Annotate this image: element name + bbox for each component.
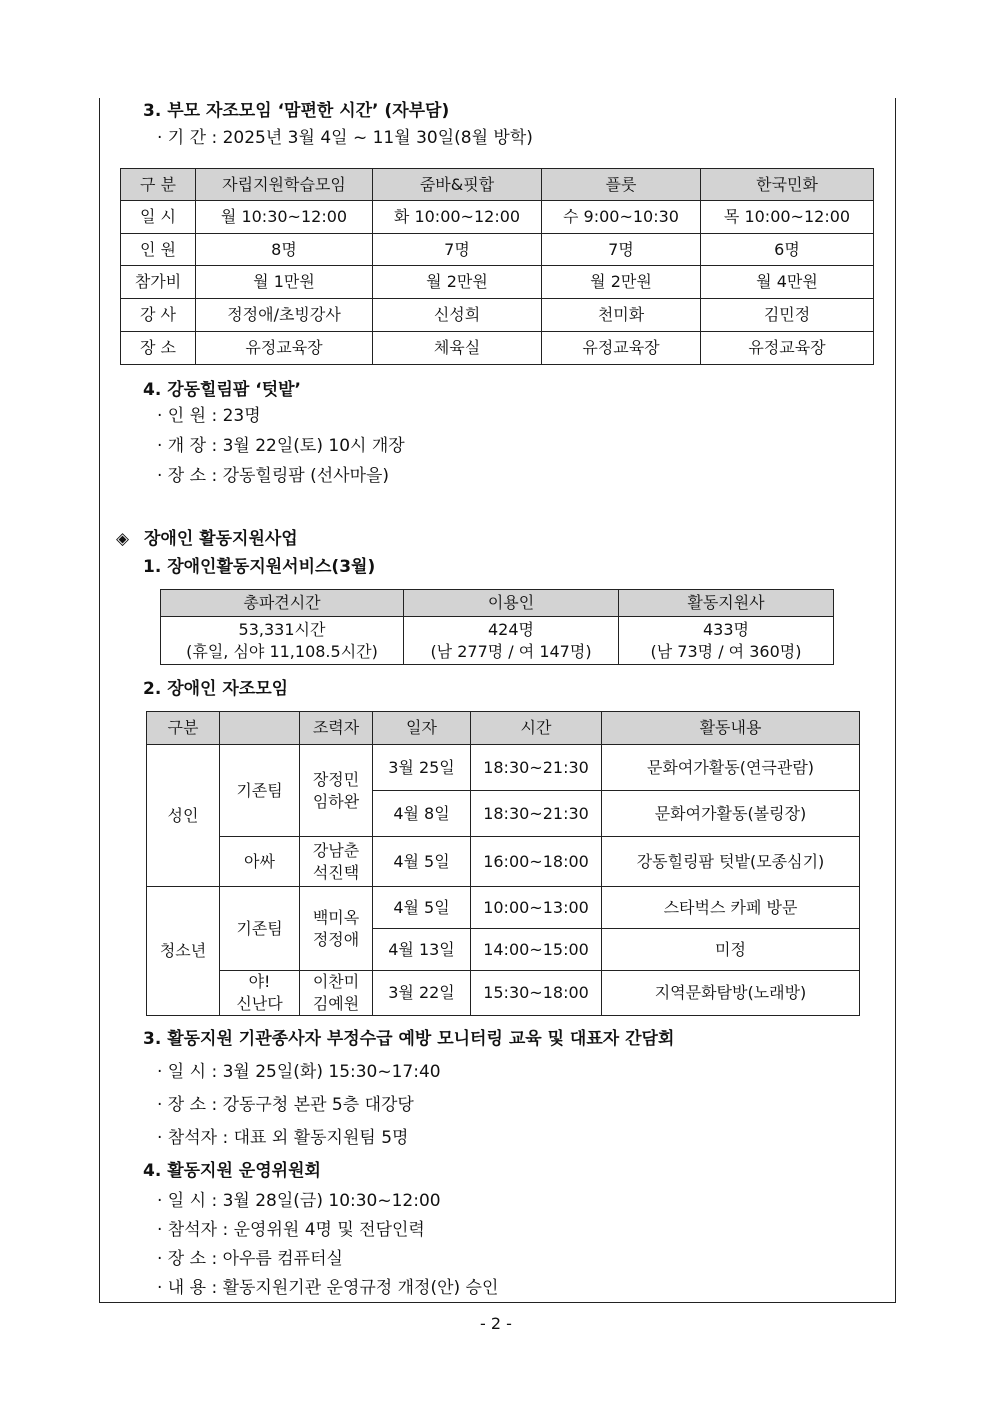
- cell-line: 433명: [703, 619, 749, 639]
- subsection-title-monitoring: 3. 활동지원 기관종사자 부정수급 예방 모니터링 교육 및 대표자 간담회: [143, 1029, 675, 1049]
- activity-cell: 문화여가활동(볼링장): [602, 791, 860, 837]
- subsection-title-selfhelp: 2. 장애인 자조모임: [143, 679, 289, 699]
- time-cell: 18:30~21:30: [471, 745, 602, 791]
- table-header-cell: 조력자: [300, 712, 373, 745]
- table-cell: 수 9:00~10:30: [542, 201, 701, 234]
- helper-name: 이찬미: [312, 972, 360, 991]
- cell-line: (남 73명 / 여 360명): [650, 641, 802, 661]
- diamond-bullet-icon: ◈: [116, 529, 130, 549]
- table-cell: 6명: [701, 234, 874, 266]
- helpers-cell: [300, 837, 373, 887]
- table-cell: 신성희: [373, 299, 542, 332]
- time-cell: 15:30~18:00: [471, 971, 602, 1016]
- helper-name: 임하완: [312, 791, 360, 811]
- date-cell: 4월 5일: [373, 887, 471, 929]
- list-item: · 인 원 : 23명: [157, 406, 261, 426]
- table-header-cell: 줌바&핏합: [373, 169, 542, 201]
- list-item: · 개 장 : 3월 22일(토) 10시 개장: [157, 436, 405, 456]
- table-header-cell: 총파견시간: [161, 590, 404, 617]
- table-cell: 월 2만원: [542, 266, 701, 299]
- table-cell: [619, 617, 834, 665]
- team-name: [220, 971, 300, 1016]
- activity-cell: 문화여가활동(연극관람): [602, 745, 860, 791]
- time-cell: 10:00~13:00: [471, 887, 602, 929]
- main-section-title: 장애인 활동지원사업: [144, 529, 298, 549]
- helper-name: 석진택: [312, 862, 360, 882]
- table-cell: 김민정: [701, 299, 874, 332]
- table-header-cell: 이용인: [404, 590, 619, 617]
- table-row: [121, 201, 874, 234]
- table-header-cell: 활동지원사: [619, 590, 834, 617]
- row-label: 장 소: [121, 332, 196, 365]
- table-header-cell: 플룻: [542, 169, 701, 201]
- table-cell: 정정애/초빙강사: [196, 299, 373, 332]
- table-cell: 월 10:30~12:00: [196, 201, 373, 234]
- list-item: · 내 용 : 활동지원기관 운영규정 개정(안) 승인: [157, 1278, 499, 1298]
- category-adult: 성인: [147, 745, 220, 887]
- table-cell: 천미화: [542, 299, 701, 332]
- list-item: · 일 시 : 3월 28일(금) 10:30~12:00: [157, 1191, 441, 1211]
- date-cell: 3월 25일: [373, 745, 471, 791]
- list-item: · 참석자 : 대표 외 활동지원팀 5명: [157, 1128, 409, 1148]
- table-cell: 화 10:00~12:00: [373, 201, 542, 234]
- team-name: 기존팀: [220, 887, 300, 971]
- helpers-cell: [300, 887, 373, 971]
- activity-cell: 강동힐링팜 텃밭(모종심기): [602, 837, 860, 887]
- table-header-cell: 구 분: [121, 169, 196, 201]
- team-name: 아싸: [220, 837, 300, 887]
- table-cell: [161, 617, 404, 665]
- table-cell: 유정교육장: [196, 332, 373, 365]
- row-label: 참가비: [121, 266, 196, 299]
- section-title-parent-group: 3. 부모 자조모임 ‘맘편한 시간’ (자부담): [143, 101, 450, 121]
- activity-cell: 미정: [602, 929, 860, 971]
- table-cell: 유정교육장: [542, 332, 701, 365]
- helper-name: 정정애: [312, 929, 360, 949]
- team-name: 기존팀: [220, 745, 300, 837]
- table-cell: 7명: [373, 234, 542, 266]
- table-cell: 목 10:00~12:00: [701, 201, 874, 234]
- team-name-line: 신난다: [236, 994, 283, 1013]
- date-cell: 3월 22일: [373, 971, 471, 1016]
- row-label: 인 원: [121, 234, 196, 266]
- time-cell: 18:30~21:30: [471, 791, 602, 837]
- table-header-cell: 구분: [147, 712, 220, 745]
- page-number: - 2 -: [480, 1314, 512, 1333]
- table-header-cell: 한국민화: [701, 169, 874, 201]
- table-row: [121, 332, 874, 365]
- time-cell: 16:00~18:00: [471, 837, 602, 887]
- table-cell: [404, 617, 619, 665]
- selfhelp-group-table: [146, 711, 860, 1016]
- helper-name: 김예원: [312, 994, 360, 1013]
- table-row: [121, 266, 874, 299]
- helpers-cell: [300, 745, 373, 837]
- table-cell: 월 4만원: [701, 266, 874, 299]
- table-row: [121, 234, 874, 266]
- table-row: [147, 971, 860, 1016]
- team-name-line: 야!: [248, 972, 271, 991]
- table-cell: 8명: [196, 234, 373, 266]
- table-header-cell: 활동내용: [602, 712, 860, 745]
- table-header-cell: 시간: [471, 712, 602, 745]
- helpers-cell: [300, 971, 373, 1016]
- table-cell: 7명: [542, 234, 701, 266]
- section-title-healing-farm: 4. 강동힐림팜 ‘텃밭’: [143, 380, 301, 400]
- table-row: [147, 837, 860, 887]
- row-label: 일 시: [121, 201, 196, 234]
- table-header-cell: 일자: [373, 712, 471, 745]
- date-cell: 4월 13일: [373, 929, 471, 971]
- cell-line: 424명: [488, 619, 534, 639]
- table-row: [147, 887, 860, 929]
- date-cell: 4월 5일: [373, 837, 471, 887]
- table-row: [121, 299, 874, 332]
- cell-line: (남 277명 / 여 147명): [430, 641, 592, 661]
- date-cell: 4월 8일: [373, 791, 471, 837]
- subsection-title-committee: 4. 활동지원 운영위원회: [143, 1161, 321, 1181]
- table-header-cell: [220, 712, 300, 745]
- list-item: · 참석자 : 운영위원 4명 및 전담인력: [157, 1220, 425, 1240]
- service-stats-table: [160, 589, 834, 665]
- list-item: · 장 소 : 강동구청 본관 5층 대강당: [157, 1095, 414, 1115]
- list-item: · 장 소 : 강동힐링팜 (선사마을): [157, 466, 390, 486]
- activity-cell: 지역문화탐방(노래방): [602, 971, 860, 1016]
- table-cell: 월 2만원: [373, 266, 542, 299]
- list-item: · 일 시 : 3월 25일(화) 15:30~17:40: [157, 1062, 441, 1082]
- subsection-title-service: 1. 장애인활동지원서비스(3월): [143, 557, 376, 577]
- activity-cell: 스타벅스 카페 방문: [602, 887, 860, 929]
- cell-line: (휴일, 심야 11,108.5시간): [186, 641, 378, 661]
- table-cell: 유정교육장: [701, 332, 874, 365]
- time-cell: 14:00~15:00: [471, 929, 602, 971]
- helper-name: 강남춘: [312, 840, 360, 860]
- table-cell: 월 1만원: [196, 266, 373, 299]
- category-youth: 청소년: [147, 887, 220, 1016]
- table-cell: 체육실: [373, 332, 542, 365]
- parent-group-table: [120, 168, 874, 365]
- list-item: · 장 소 : 아우름 컴퓨터실: [157, 1249, 343, 1269]
- helper-name: 백미옥: [312, 907, 360, 927]
- helper-name: 장정민: [312, 769, 360, 789]
- cell-line: 53,331시간: [238, 619, 326, 639]
- table-row: [161, 617, 834, 665]
- row-label: 강 사: [121, 299, 196, 332]
- table-header-cell: 자립지원학습모임: [196, 169, 373, 201]
- period-line: · 기 간 : 2025년 3월 4일 ~ 11월 30일(8월 방학): [157, 128, 533, 148]
- table-row: [147, 745, 860, 791]
